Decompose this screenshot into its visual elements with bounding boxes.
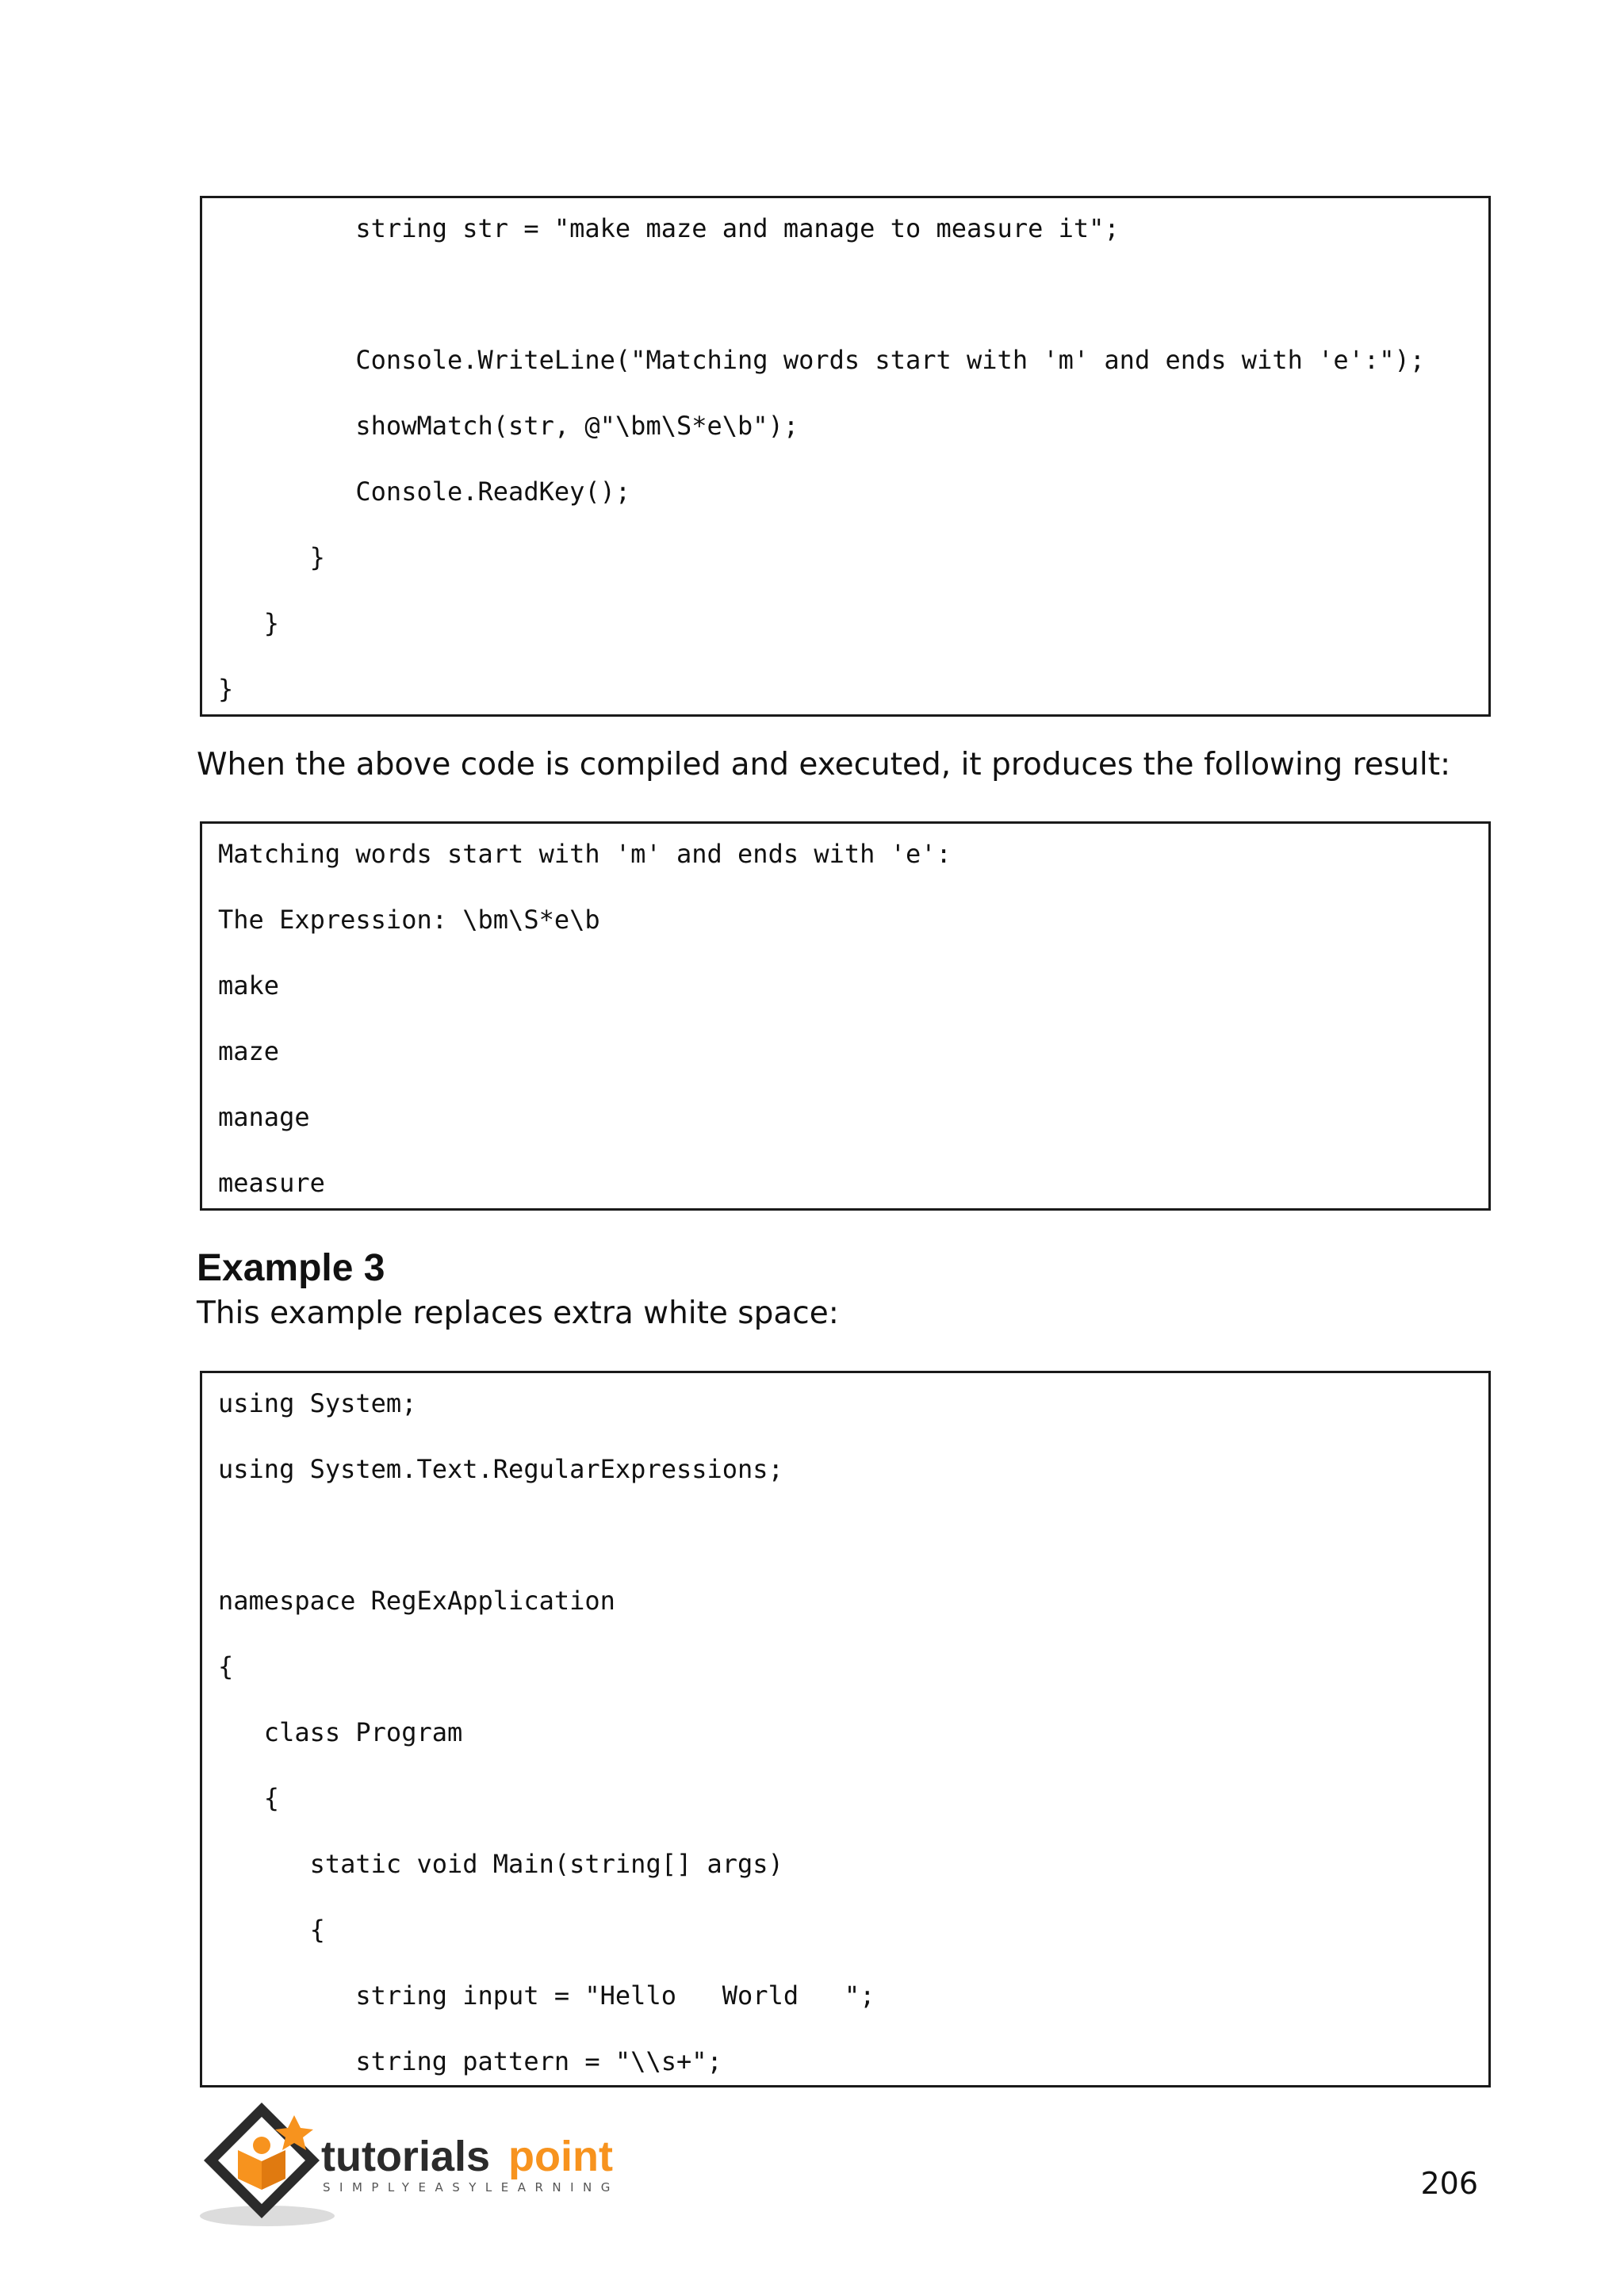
example-description: This example replaces extra white space: [197, 1295, 839, 1331]
code-block-2 [200, 1371, 1491, 2087]
output-line: Matching words start with 'm' and ends with 'e': [218, 839, 952, 869]
code-line: string pattern = "\\s+"; [218, 2046, 722, 2076]
code-line: Console.WriteLine("Matching words start with 'm' and ends with 'e':"); [218, 345, 1425, 375]
output-line: The Expression: \bm\S*e\b [218, 905, 600, 935]
logo-tagline: SIMPLYEASYLEARNING [323, 2180, 619, 2195]
logo-text-accent: point [508, 2133, 613, 2180]
code-line: showMatch(str, @"\bm\S*e\b"); [218, 411, 799, 441]
tutorialspoint-logo [194, 2093, 654, 2236]
code-line: static void Main(string[] args) [218, 1849, 783, 1879]
logo-text-dark: tutorials [321, 2133, 491, 2180]
code-line: } [218, 674, 234, 704]
page-number: 206 [1420, 2166, 1478, 2201]
code-line: { [218, 1915, 325, 1945]
code-line: } [218, 608, 280, 638]
code-line: Console.ReadKey(); [218, 476, 631, 507]
result-intro-text: When the above code is compiled and executed, it produces the following result: [197, 747, 1451, 783]
code-line: } [218, 542, 325, 572]
code-line: namespace RegExApplication [218, 1586, 615, 1616]
example-heading: Example 3 [197, 1247, 385, 1289]
output-line: manage [218, 1102, 310, 1132]
output-line: measure [218, 1168, 325, 1198]
code-line: { [218, 1783, 280, 1813]
code-line: using System.Text.RegularExpressions; [218, 1454, 783, 1484]
code-line: using System; [218, 1388, 417, 1418]
code-line: string str = "make maze and manage to measure it"; [218, 213, 1120, 243]
code-line: { [218, 1651, 234, 1682]
output-block [200, 821, 1491, 1211]
code-block-1 [200, 196, 1491, 717]
code-line: string input = "Hello World "; [218, 1980, 875, 2011]
output-line: maze [218, 1036, 280, 1066]
logo-head [253, 2137, 270, 2154]
output-line: make [218, 970, 280, 1001]
code-line: class Program [218, 1717, 463, 1747]
